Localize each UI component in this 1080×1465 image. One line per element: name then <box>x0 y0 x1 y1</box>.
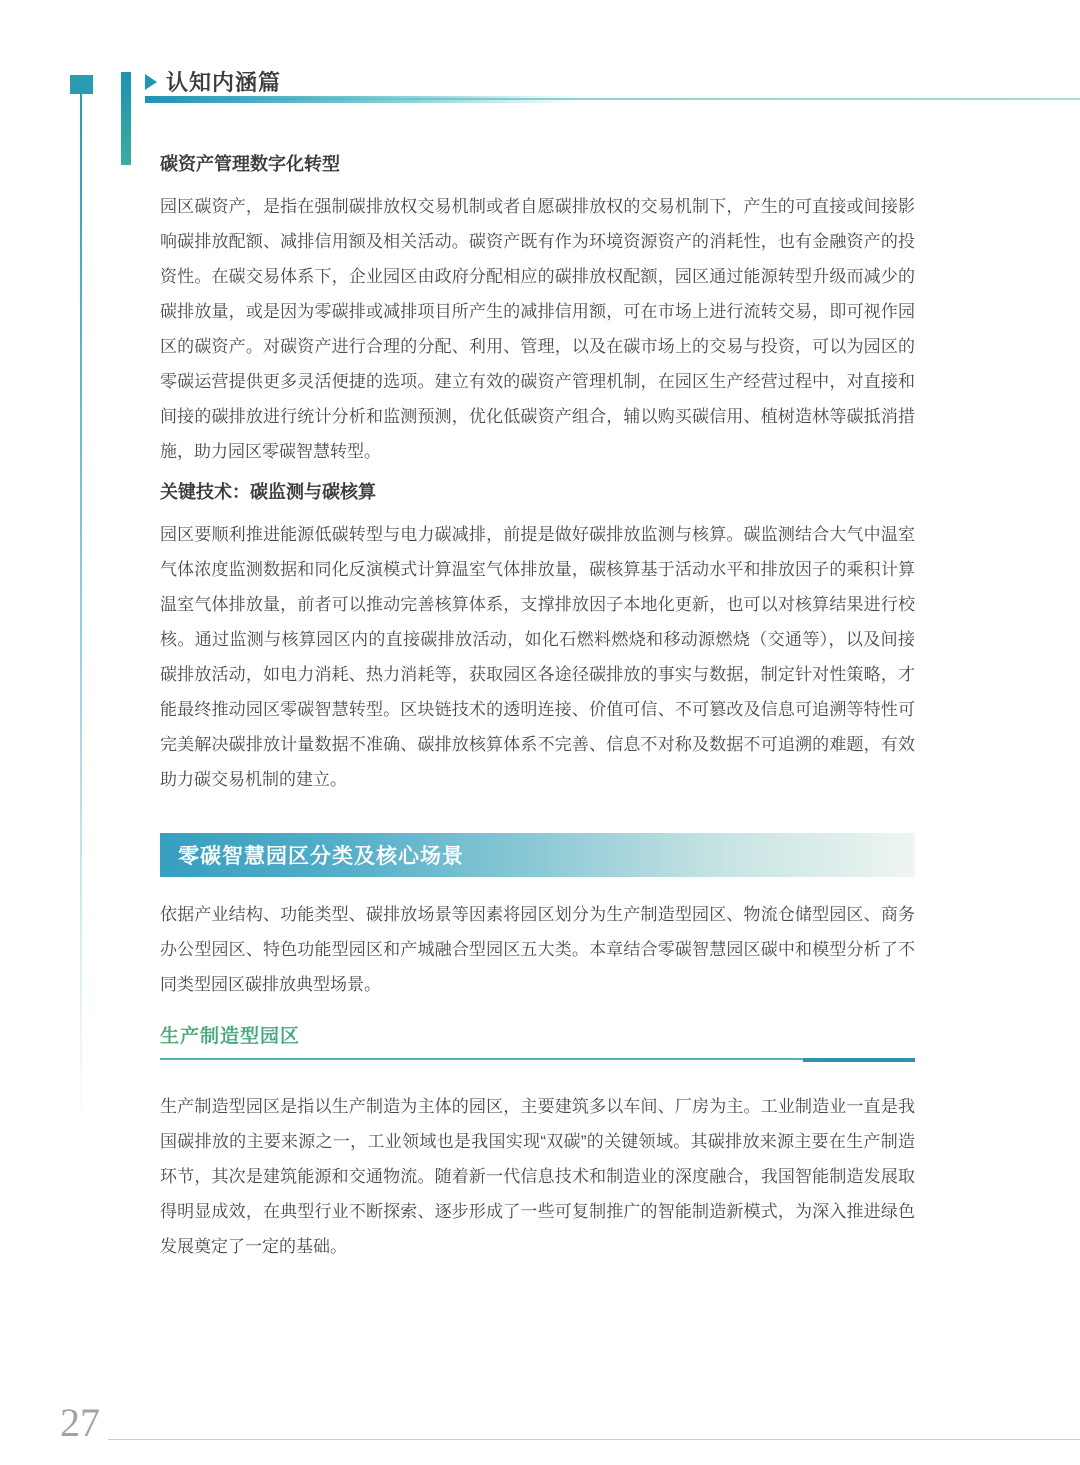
section-heading-key-tech: 关键技术：碳监测与碳核算 <box>160 482 376 502</box>
subsection-divider-thin <box>160 1058 915 1060</box>
section-body-key-tech: 园区要顺利推进能源低碳转型与电力碳减排，前提是做好碳排放监测与核算。碳监测结合大气中温室气体浓度监测数据和同化反演模式计算温室气体排放量，碳核算基于活动水平和排放因子的乘积计算温室气体排放量，前者可以推动完善核算体系，支撑排放因子本地化更新，也可以对核算结果进行校核。通过监测与核算园区内的直接碳排放活动，如化石燃料燃烧和移动源燃烧（交通等），以及间接碳排放活动，如电力消耗、热力消耗等，获取园区各途径碳排放的事实与数据，制定针对性策略，才能最终推动园区零碳智慧转型。区块链技术的透明连接、价值可信、不可篡改及信息可追溯等特性可完美解决碳排放计量数据不准确、碳排放核算体系不完善、信息不对称及数据不可追溯的难题，有效助力碳交易机制的建立。 <box>160 525 915 789</box>
subsection-heading: 生产制造型园区 <box>160 1024 915 1050</box>
subsection-divider <box>160 1058 915 1062</box>
page-number: 27 <box>60 1400 100 1445</box>
classification-intro: 依据产业结构、功能类型、碳排放场景等因素将园区划分为生产制造型园区、物流仓储型园区、商务办公型园区、特色功能型园区和产城融合型园区五大类。本章结合零碳智慧园区碳中和模型分析了不同类型园区碳排放典型场景。 <box>160 905 915 994</box>
chapter-title: 认知内涵篇 <box>166 70 282 95</box>
header-divider-thick <box>145 96 585 103</box>
footer-divider <box>108 1439 1080 1440</box>
deco-bar <box>121 72 131 165</box>
subsection-divider-thick <box>803 1058 915 1062</box>
chapter-header <box>145 66 281 97</box>
banner-title: 零碳智慧园区分类及核心场景 <box>178 845 464 868</box>
section-body-carbon-asset: 园区碳资产，是指在强制碳排放权交易机制或者自愿碳排放权的交易机制下，产生的可直接或间接影响碳排放配额、减排信用额及相关活动。碳资产既有作为环境资源资产的消耗性，也有金融资产的投资性。在碳交易体系下，企业园区由政府分配相应的碳排放权配额，园区通过能源转型升级而减少的碳排放量，或是因为零碳排或减排项目所产生的减排信用额，可在市场上进行流转交易，即可视作园区的碳资产。对碳资产进行合理的分配、利用、管理，以及在碳市场上的交易与投资，可以为园区的零碳运营提供更多灵活便捷的选项。建立有效的碳资产管理机制，在园区生产经营过程中，对直接和间接的碳排放进行统计分析和监测预测，优化低碳资产组合，辅以购买碳信用、植树造林等碳抵消措施，助力园区零碳智慧转型。 <box>160 197 915 461</box>
section-banner <box>160 833 915 877</box>
chapter-arrow-icon <box>145 74 157 90</box>
subsection-body: 生产制造型园区是指以生产制造为主体的园区，主要建筑多以车间、厂房为主。工业制造业一直是我国碳排放的主要来源之一，工业领域也是我国实现“双碳”的关键领域。其碳排放来源主要在生产制造环节，其次是建筑能源和交通物流。随着新一代信息技术和制造业的深度融合，我国智能制造发展取得明显成效，在典型行业不断探索、逐步形成了一些可复制推广的智能制造新模式，为深入推进绿色发展奠定了一定的基础。 <box>160 1097 915 1256</box>
section-heading-carbon-asset: 碳资产管理数字化转型 <box>160 154 340 174</box>
content-column <box>160 152 915 1264</box>
deco-square <box>70 75 93 94</box>
deco-vertical-line <box>80 93 82 1133</box>
